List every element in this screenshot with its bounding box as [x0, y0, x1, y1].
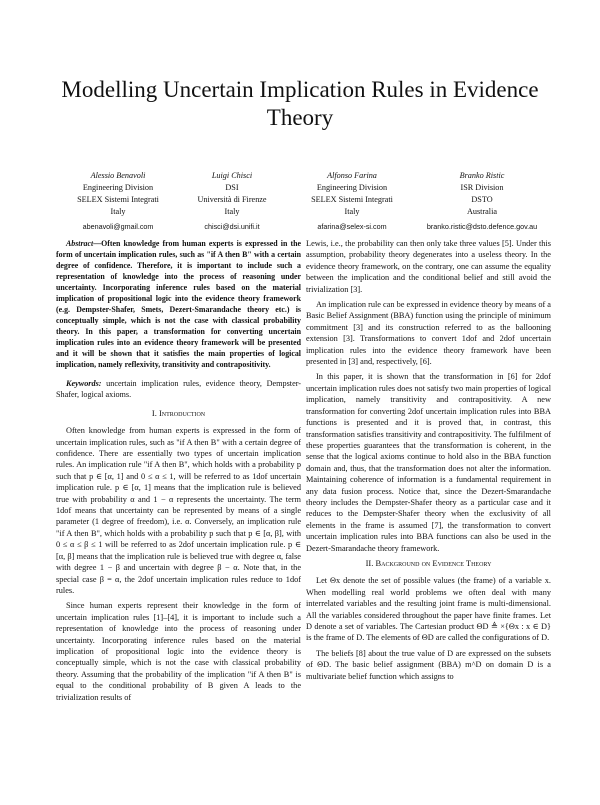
paragraph: Let Θx denote the set of possible values (the frame) of a variable x. When modelling real world problems we often deal with many interrelated variables and the resulting joint frame is multi-dimensional. All the variables considered throughout the paper have finite frames. Let D denote a set of variables. The Cartesian product ΘD ≜ ×{Θx : x ∈ D} is the frame of D. The elements of ΘD are called the configurations of D. — [306, 576, 551, 643]
right-column — [306, 238, 551, 686]
author-affiliation: SELEX Sistemi Integrati — [77, 195, 159, 204]
author-affiliation: ISR Division — [460, 183, 504, 192]
author-name: Branko Ristic — [459, 171, 505, 180]
author-block — [58, 170, 178, 233]
author-name: Alessio Benavoli — [90, 171, 146, 180]
keywords-text: uncertain implication rules, evidence theory, Dempster-Shafer, logical axioms. — [56, 379, 301, 400]
paragraph: Often knowledge from human experts is expressed in the form of uncertain implication rules, such as "if A then B" with a certain degree of confidence. There are essentially two types of uncertain implication rules. An implication rule "if A then B", which holds with a probability p such that p ∈ [α, 1] and 0 ≤ α ≤ 1, will be referred to as 1dof uncertain implication rule. p ∈ [α, 1] means that the implication rule is believed true with probability α and 1 − α represents the uncertainty. The term 1dof means that uncertainty can be represented by means of a single parameter (1 degree of freedom), i.e. α. Conversely, an implication rule "if A then B", which holds with a probability p such that p ∈ [α, β], with 0 ≤ α ≤ β ≤ 1 will be referred to as 2dof uncertain implication rule. p ∈ [α, β] means that the implication rule is believed true with degree α, false with degree 1 − β and uncertain with degree β − α. Note that, in the special case β = α, the 2dof uncertain implication rules reduce to 1dof rules. — [56, 426, 301, 595]
abstract — [56, 238, 301, 370]
author-affiliation: Università di Firenze — [197, 195, 267, 204]
author-country: Italy — [344, 207, 360, 216]
author-country: Australia — [466, 207, 497, 216]
author-block — [412, 170, 552, 233]
abstract-label: Abstract — [66, 239, 94, 248]
author-country: Italy — [224, 207, 240, 216]
author-name: Alfonso Farina — [327, 171, 377, 180]
author-email: chisci@dsi.unifi.it — [204, 222, 260, 231]
paragraph: Since human experts represent their knowledge in the form of uncertain implication rules [1]–[4], it is important to include such a representation of knowledge into the process of reasoning under uncertainty. Incorporating inference rules based on the material implication of propositional logic into the evidence theory is conceptually simple, which is not the case with classical probability theory. Assuming that the probability of the implication "if A then B" is equal to the conditional probability of B given A leads to the trivialization results of — [56, 601, 301, 702]
author-block — [292, 170, 412, 233]
section-heading: II. Background on Evidence Theory — [365, 557, 492, 568]
author-country: Italy — [110, 207, 126, 216]
author-email: afarina@selex-si.com — [317, 222, 387, 231]
author-affiliation: Engineering Division — [316, 183, 388, 192]
left-column — [56, 238, 301, 707]
keywords-label: Keywords: — [66, 379, 102, 388]
author-block — [172, 170, 292, 233]
author-email: abenavoli@gmail.com — [82, 222, 154, 231]
abstract-text: —Often knowledge from human experts is expressed in the form of uncertain implication rules, such as "if A then B" with a certain degree of confidence. Therefore, it is important to include such a representation of knowledge into the process of reasoning under uncertainty. Incorporating inference rules based on the material implication of propositional logic into the evidence theory framework (e.g. Dempster-Shafer, Smets, Dezert-Smarandache theory etc.) is conceptually simple, which is not the case with classical probability theory. In this paper, a transformation for converting uncertain implication rules into an evidence theory framework will be presented and it will be shown that it satisfies the main properties of logical implication, namely reflexivity, transitivity and contrapositivity. — [56, 239, 301, 369]
author-affiliation: DSTO — [471, 195, 493, 204]
author-affiliation: SELEX Sistemi Integrati — [311, 195, 393, 204]
author-affiliation: Engineering Division — [82, 183, 154, 192]
author-name: Luigi Chisci — [211, 171, 253, 180]
paragraph: In this paper, it is shown that the transformation in [6] for 2dof uncertain implication rules does not satisfy two main properties of logical implication, namely transitivity and contrapositivity. A new transformation for converting 2dof uncertain implication rules into BBA functions is presented and it is proved that, in contrast, this transformation satisfies transitivity and contrapositivity. The fulfilment of these properties guarantees that the transformation is coherent, in the sense that the logical axioms continue to hold also in the BBA function domain and, thus, that the transformation does not alter the information. Maintaining coherence of information is a fundamental requirement in any data fusion process. Notice that, since the Dezert-Smarandache theory includes the Dempster-Shafer theory as a particular case and it reduces to the Dempster-Shafer theory when the exclusivity of all elements in the frame is assumed [7], the transformation to convert uncertain implication rules into BBA functions can also be used in the Dezert-Smarandache theory framework. — [306, 372, 551, 553]
paragraph: The beliefs [8] about the true value of D are expressed on the subsets of ΘD. The basic belief assignment (BBA) m^D on domain D is a multivariate belief function which assigns to — [306, 648, 551, 681]
keywords — [56, 378, 301, 401]
paragraph: An implication rule can be expressed in evidence theory by means of a Basic Belief Assignment (BBA) function using the principle of minimum commitment [3] and its construction referred to as the ballooning extension [3]. Transformations to convert 1dof and 2dof uncertain implication rules into the evidence theory framework have been presented in [3] and, respectively, [6]. — [306, 300, 551, 367]
author-affiliation: DSI — [225, 183, 239, 192]
paragraph: Lewis, i.e., the probability can then only take three values [5]. Under this assumption, probability theory degenerates into a useless theory. In the evidence theory framework, on the contrary, one can assume the equality between the implication and the conditional belief and still avoid the trivialization [3]. — [306, 239, 551, 294]
section-heading: I. Introduction — [151, 407, 206, 418]
paper-title: Modelling Uncertain Implication Rules in Evidence Theory — [61, 77, 539, 130]
author-email: branko.ristic@dsto.defence.gov.au — [426, 222, 538, 231]
